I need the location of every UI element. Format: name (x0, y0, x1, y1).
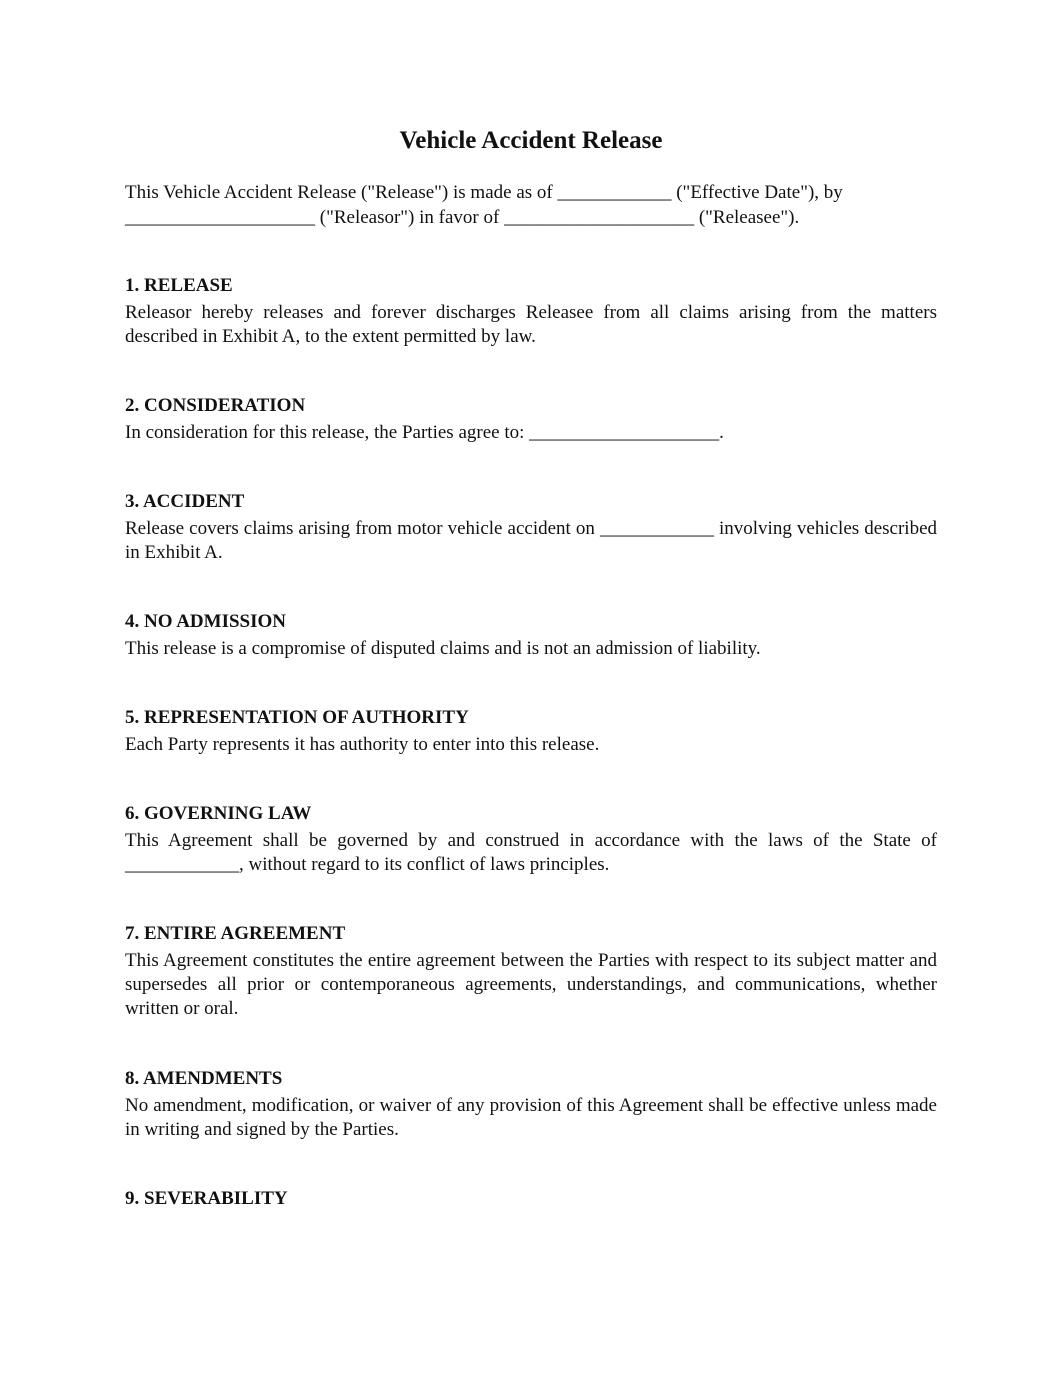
section-representation-of-authority (125, 705, 937, 757)
section-amendments (125, 1066, 937, 1142)
section-severability (125, 1186, 937, 1214)
section-accident (125, 489, 937, 565)
section-release (125, 273, 937, 349)
section-consideration (125, 393, 937, 445)
intro-line: This Vehicle Accident Release ("Release") is made as of ____________ ("Effective Date"), by (125, 182, 843, 203)
section-no-admission (125, 609, 937, 661)
section-body: In consideration for this release, the Parties agree to: ____________________. (125, 422, 724, 443)
section-body: This Agreement constitutes the entire agreement between the Parties with respect to its subject matter and supersedes all prior or contemporaneous agreements, understandings, and communications, whether written or oral. (125, 950, 937, 1019)
section-heading: 7. ENTIRE AGREEMENT (125, 923, 346, 944)
section-body: No amendment, modification, or waiver of any provision of this Agreement shall be effective unless made in writing and signed by the Parties. (125, 1095, 937, 1140)
intro-paragraph (125, 180, 937, 230)
section-governing-law (125, 801, 937, 877)
section-heading: 6. GOVERNING LAW (125, 803, 312, 824)
section-heading: 4. NO ADMISSION (125, 611, 286, 632)
section-heading: 2. CONSIDERATION (125, 395, 306, 416)
section-heading: 8. AMENDMENTS (125, 1068, 283, 1089)
section-entire-agreement (125, 921, 937, 1021)
document-title: Vehicle Accident Release (399, 127, 663, 154)
section-body: This Agreement shall be governed by and construed in accordance with the laws of the State of ____________, without regard to its conflict of laws principles. (125, 830, 937, 875)
section-heading: 3. ACCIDENT (125, 491, 245, 512)
section-heading: 9. SEVERABILITY (125, 1188, 288, 1209)
section-heading: 5. REPRESENTATION OF AUTHORITY (125, 707, 469, 728)
section-heading: 1. RELEASE (125, 275, 233, 296)
intro-line: ____________________ ("Releasor") in favor of ____________________ ("Releasee"). (125, 207, 800, 228)
section-body: This release is a compromise of disputed claims and is not an admission of liability. (125, 638, 761, 659)
section-body: Each Party represents it has authority to enter into this release. (125, 734, 600, 755)
section-body: Release covers claims arising from motor vehicle accident on ____________ involving vehicles described in Exhibit A. (125, 518, 937, 563)
section-body: Releasor hereby releases and forever discharges Releasee from all claims arising from the matters described in Exhibit A, to the extent permitted by law. (125, 302, 937, 347)
